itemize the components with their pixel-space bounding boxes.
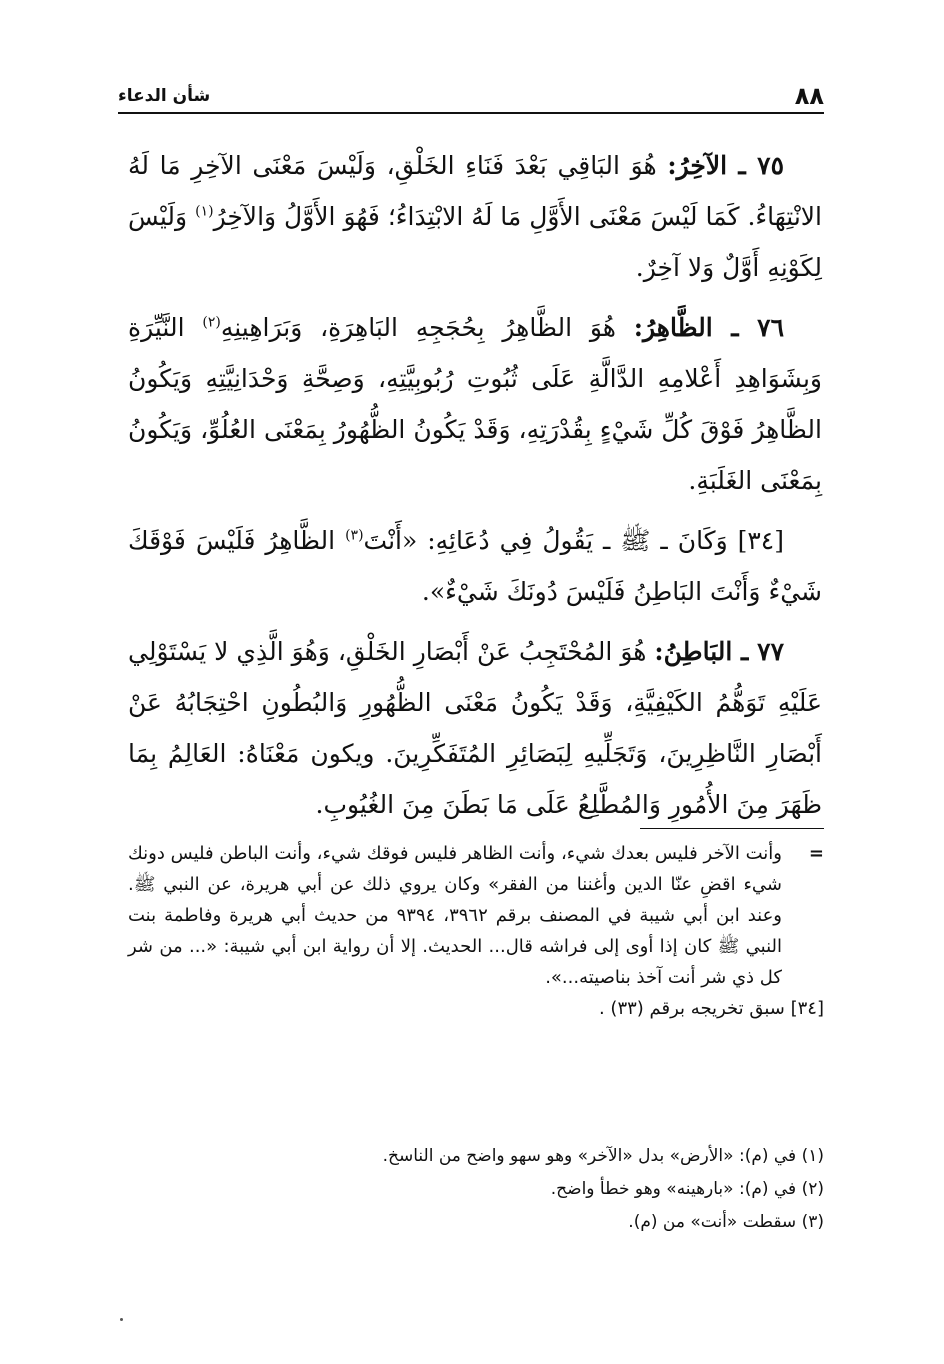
scan-speck: [120, 1318, 123, 1321]
footnote-ref-1: (١): [195, 203, 214, 220]
note-continuation-text: وأنت الآخر فليس بعدك شيء، وأنت الظاهر فليس فوقك شيء، وأنت الباطن فليس دونك شيء اقضِ عنّا الدين وأغننا من الفقر» وكان يروي ذلك عن أبي هريرة، عن النبي ﷺ. وعند ابن أبي شيبة في المصنف برقم ٣٩٦٢، ٩٣٩٤ من حديث أبي هريرة وفاطمة بنت النبي ﷺ كان إذا أوى إلى فراشه قال... الحديث. إلا أن رواية ابن أبي شيبة: «... من شر كل ذي شر أنت آخذ بناصيته...».: [128, 843, 783, 988]
paragraph-77: [128, 626, 822, 830]
paragraph-76: [128, 302, 822, 506]
note-34: [٣٤] سبق تخريجه برقم (٣٣) .: [598, 998, 824, 1019]
paragraph-75-text-a: هُوَ البَاقِي بَعْدَ فَنَاءِ الخَلْقِ، وَلَيْسَ مَعْنَى الآخِرِ مَا لَهُ الانْتِهَاءُ. كَمَا لَيْسَ مَعْنَى الأَوَّلِ مَا لَهُ الابْتِدَاءُ؛ فَهُوَ الأَوَّلُ وَالآخِرُ: [128, 151, 823, 231]
footnote-ref-3: (٣): [345, 527, 364, 544]
takhrij-notes: [128, 838, 824, 1024]
book-title: شأن الدعاء: [118, 86, 211, 106]
footnotes: [128, 1140, 824, 1239]
running-head: [118, 82, 824, 114]
name-heading-76: ٧٦ ـ الظَّاهِرُ:: [633, 313, 784, 342]
paragraph-77-text: هُوَ المُحْتَجِبُ عَنْ أَبْصَارِ الخَلْقِ، وَهُوَ الَّذِي لا يَسْتَوْلِي عَلَيْهِ تَوَهُّمُ الكَيْفِيَّةِ، وَقَدْ يَكُونُ مَعْنَى الظُّهُورِ وَالبُطُونِ احْتِجَابُهُ عَنْ أَبْصَارِ النَّاظِرِينَ، وَتَجَلِّيهِ لِبَصَائِرِ المُتَفَكِّرِينَ. ويكون مَعْنَاهُ: العَالِمُ بِمَا ظَهَرَ مِنَ الأُمُورِ وَالمُطَّلِعُ عَلَى مَا بَطَنَ مِنَ الغُيُوبِ.: [128, 637, 822, 819]
footnote-1: (١) في (م): «الأرض» بدل «الآخر» وهو سهو واضح من الناسخ.: [382, 1146, 824, 1166]
hadith-34-text-b: الظَّاهِرُ فَلَيْسَ فَوْقَكَ شَيْءٌ وَأَنْتَ البَاطِنُ فَلَيْسَ دُونَكَ شَيْءٌ».: [128, 526, 822, 606]
paragraph-75-text-b: وَلَيْسَ لِكَوْنِهِ أَوَّلٌ وَلا آخِرٌ.: [128, 202, 822, 282]
hadith-34-text-a: [٣٤] وَكَانَ ـ ﷺ ـ يَقُولُ فِي دُعَائِهِ: «أَنْتَ: [363, 526, 784, 555]
page-number: ٨٨: [794, 82, 824, 110]
continuation-mark: =: [808, 843, 824, 864]
footnote-2: (٢) في (م): «بارهينه» وهو خطأ واضح.: [550, 1179, 824, 1199]
main-text: [128, 140, 822, 839]
footnote-3: (٣) سقطت «أنت» من (م).: [628, 1212, 824, 1232]
name-heading-75: ٧٥ ـ الآخِرُ:: [667, 151, 785, 180]
name-heading-77: ٧٧ ـ البَاطِنُ:: [654, 637, 784, 666]
paragraph-75: [128, 140, 822, 293]
notes-divider: [640, 828, 824, 829]
paragraph-76-text-a: هُوَ الظَّاهِرُ بِحُجَجِهِ البَاهِرَةِ، وَبَرَاهِينِهِ: [220, 313, 634, 342]
note-continuation: [128, 838, 824, 993]
paragraph-hadith-34: [128, 515, 822, 617]
footnote-ref-2: (٢): [202, 314, 221, 331]
paragraph-76-text-b: النَّيِّرَةِ وَبِشَوَاهِدِ أَعْلامِهِ الدَّالَّةِ عَلَى ثُبُوتِ رُبُوبِيَّتِهِ، وَصِحَّةِ وَحْدَانِيَّتِهِ وَيَكُونُ الظَّاهِرُ فَوْقَ كُلِّ شَيْءٍ بِقُدْرَتِهِ، وَقَدْ يَكُونُ الظُّهُورُ بِمَعْنَى العُلُوِّ، وَيَكُونُ بِمَعْنَى الغَلَبَةِ.: [128, 313, 822, 495]
